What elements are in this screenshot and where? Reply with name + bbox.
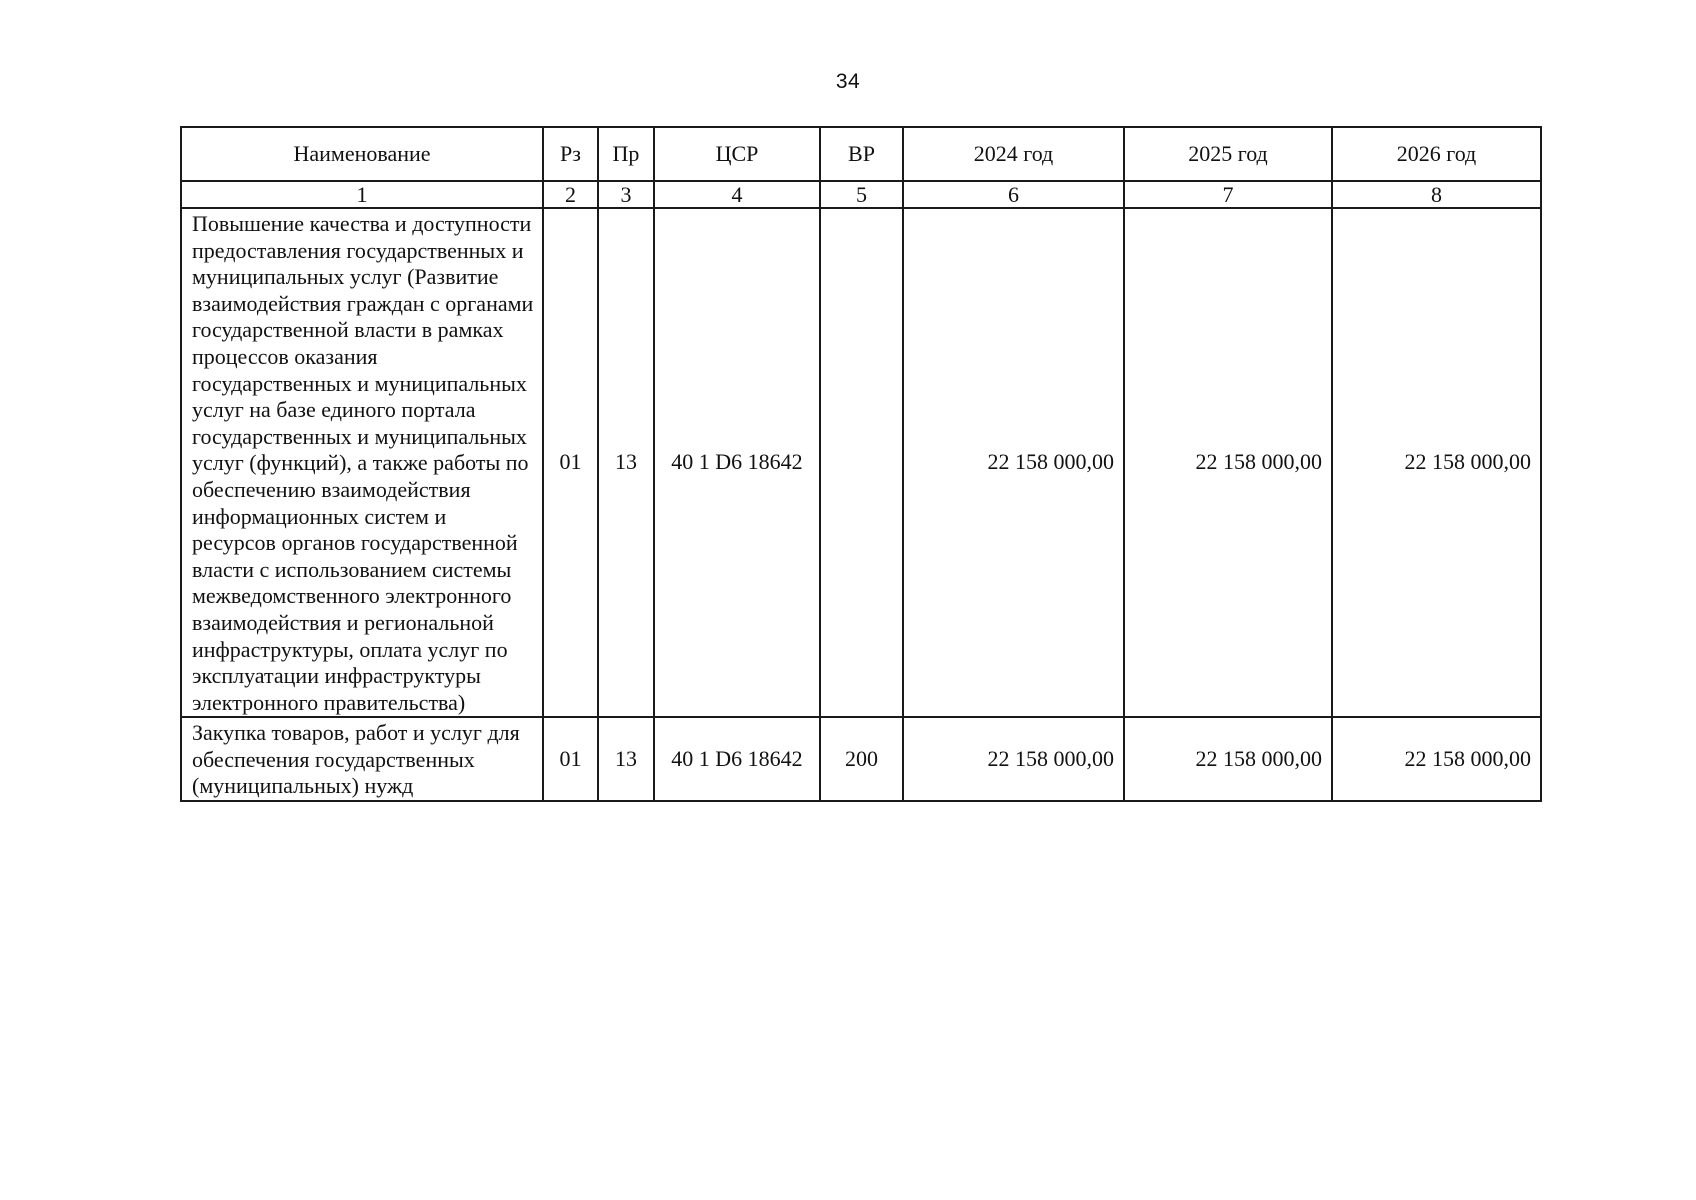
row-amount-2025: 22 158 000,00 xyxy=(1124,208,1332,717)
page-number: 34 xyxy=(835,70,861,93)
row-csr: 40 1 D6 18642 xyxy=(654,208,820,717)
row-pr: 13 xyxy=(598,717,654,801)
row-vr: 200 xyxy=(820,717,903,801)
row-vr xyxy=(820,208,903,717)
header-row xyxy=(181,127,1541,181)
row-name: Повышение качества и доступности предоставления государственных и муниципальных услуг (Развитие взаимодействия граждан с органами государственной власти в рамках процессов оказания государственных и муниципальных услуг на базе единого портала государственных и муниципальных услуг (функций), а также работы по обеспечению взаимодействия информационных систем и ресурсов органов государственной власти с использованием системы межведомственного электронного взаимодействия и региональной инфраструктуры, оплата услуг по эксплуатации инфраструктуры электронного правительства) xyxy=(181,208,543,717)
row-amount-2024: 22 158 000,00 xyxy=(903,208,1124,717)
column-number: 6 xyxy=(903,181,1124,208)
column-number: 2 xyxy=(543,181,598,208)
column-number: 3 xyxy=(598,181,654,208)
row-rz: 01 xyxy=(543,717,598,801)
table-row xyxy=(181,717,1541,801)
header-year-2025: 2025 год xyxy=(1124,127,1332,181)
header-name: Наименование xyxy=(181,127,543,181)
row-pr: 13 xyxy=(598,208,654,717)
row-amount-2024: 22 158 000,00 xyxy=(903,717,1124,801)
header-vr: ВР xyxy=(820,127,903,181)
row-name: Закупка товаров, работ и услуг для обеспечения государственных (муниципальных) нужд xyxy=(181,717,543,801)
row-rz: 01 xyxy=(543,208,598,717)
row-amount-2026: 22 158 000,00 xyxy=(1332,208,1541,717)
column-number-row xyxy=(181,181,1541,208)
row-amount-2025: 22 158 000,00 xyxy=(1124,717,1332,801)
column-number: 4 xyxy=(654,181,820,208)
header-pr: Пр xyxy=(598,127,654,181)
column-number: 1 xyxy=(181,181,543,208)
row-amount-2026: 22 158 000,00 xyxy=(1332,717,1541,801)
header-rz: Рз xyxy=(543,127,598,181)
header-year-2026: 2026 год xyxy=(1332,127,1541,181)
column-number: 8 xyxy=(1332,181,1541,208)
column-number: 7 xyxy=(1124,181,1332,208)
budget-table xyxy=(180,126,1542,802)
column-number: 5 xyxy=(820,181,903,208)
header-year-2024: 2024 год xyxy=(903,127,1124,181)
header-csr: ЦСР xyxy=(654,127,820,181)
row-csr: 40 1 D6 18642 xyxy=(654,717,820,801)
table-row xyxy=(181,208,1541,717)
